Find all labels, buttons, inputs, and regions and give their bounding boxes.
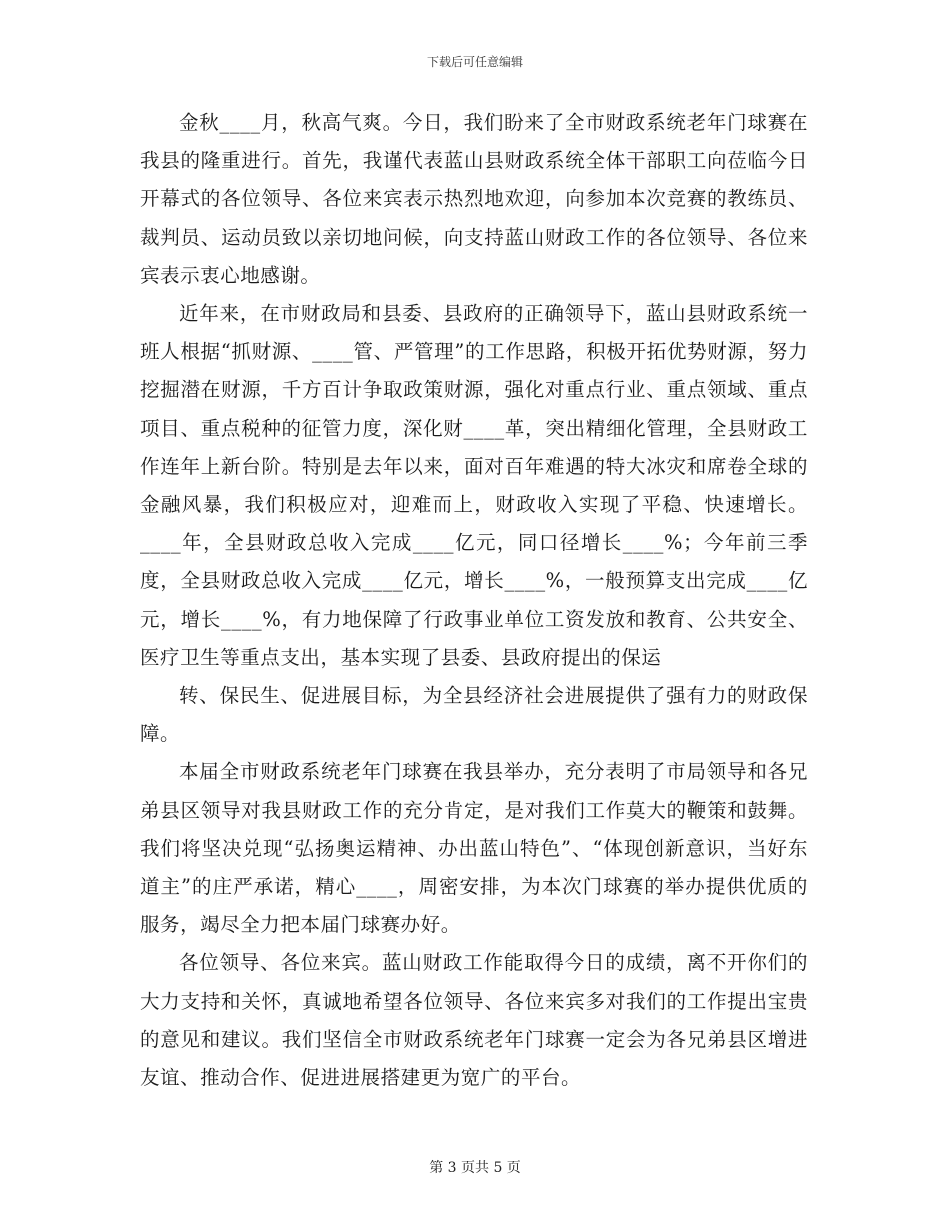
- paragraph-achievements: 近年来，在市财政局和县委、县政府的正确领导下，蓝山县财政系统一班人根据“抓财源、____管、严管理”的工作思路，积极开拓优势财源，努力挖掘潜在财源，千方百计争取政策财源，强化对重点行业、重点领域、重点项目、重点税种的征管力度，深化财____革，突出精细化管理，全县财政工作连年上新台阶。特别是去年以来，面对百年难遇的特大冰灾和席卷全球的金融风暴，我们积极应对，迎难而上，财政收入实现了平稳、快速增长。____年，全县财政总收入完成____亿元，同口径增长____%；今年前三季度，全县财政总收入完成____亿元，增长____%，一般预算支出完成____亿元，增长____%，有力地保障了行政事业单位工资发放和教育、公共安全、医疗卫生等重点支出，基本实现了县委、县政府提出的保运: [140, 302, 808, 669]
- page-number: 第 3 页共 5 页: [429, 1160, 521, 1176]
- paragraph-thanks: 各位领导、各位来宾。蓝山财政工作能取得今日的成绩，离不开你们的大力支持和关怀，真诚地希望各位领导、各位来宾多对我们的工作提出宝贵的意见和建议。我们坚信全市财政系统老年门球赛一定会为各兄弟县区增进友谊、推动合作、促进进展搭建更为宽广的平台。: [140, 951, 808, 1090]
- page-header: 下载后可任意编辑: [426, 55, 523, 69]
- document-body: [140, 104, 808, 1097]
- paragraph-welcome: 金秋____月，秋高气爽。今日，我们盼来了全市财政系统老年门球赛在我县的隆重进行。首先，我谨代表蓝山县财政系统全体干部职工向莅临今日开幕式的各位领导、各位来宾表示热烈地欢迎，向参加本次竞赛的教练员、裁判员、运动员致以亲切地问候，向支持蓝山财政工作的各位领导、各位来宾表示衷心地感谢。: [140, 111, 808, 287]
- paragraph-continuation: 转、保民生、促进展目标，为全县经济社会进展提供了强有力的财政保障。: [140, 684, 808, 746]
- paragraph-hosting: 本届全市财政系统老年门球赛在我县举办，充分表明了市局领导和各兄弟县区领导对我县财政工作的充分肯定，是对我们工作莫大的鞭策和鼓舞。我们将坚决兑现“弘扬奥运精神、办出蓝山特色”、“体现创新意识，当好东道主”的庄严承诺，精心____，周密安排，为本次门球赛的举办提供优质的服务，竭尽全力把本届门球赛办好。: [140, 760, 808, 937]
